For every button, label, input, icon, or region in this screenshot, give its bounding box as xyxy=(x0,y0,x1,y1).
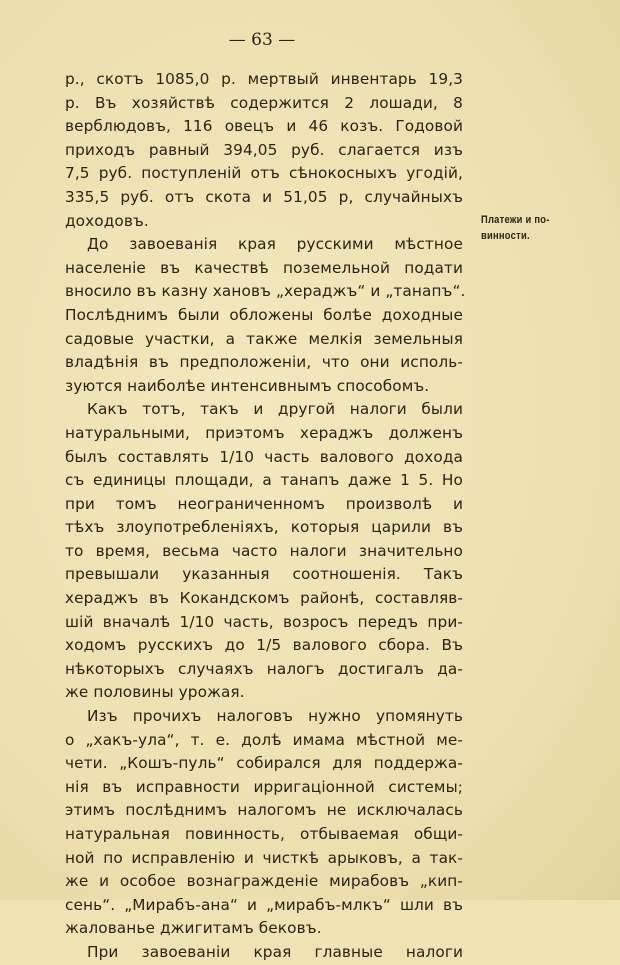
text-line: верблюдовъ, 116 овецъ и 46 козъ. Годовой xyxy=(65,117,463,136)
text-line: До завоеванія края русскими мѣстное xyxy=(87,235,463,254)
text-line: 7,5 руб. поступленій отъ сѣнокосныхъ угодій, xyxy=(65,164,463,183)
text-line: превышали указанныя соотношенія. Такъ xyxy=(65,565,463,584)
text-line: При завоеваніи края главные налоги xyxy=(87,942,463,961)
text-line: населеніе въ качествѣ поземельной подати xyxy=(65,258,463,277)
text-line: вносило въ казну хановъ „хераджъ“ и „танапъ“. xyxy=(65,282,466,301)
text-line: приходъ равный 394,05 руб. слагается изъ xyxy=(65,140,463,159)
text-line: съ единицы площади, а танапъ даже 1 5. Но xyxy=(65,471,463,490)
text-line: натуральная повинность, отбываемая общи- xyxy=(65,825,463,843)
text-line: сень“. „Мирабъ-ана“ и „мирабъ-млкъ“ шли въ xyxy=(65,895,463,914)
text-line: зуются наиболѣе интенсивнымъ способомъ. xyxy=(65,376,430,395)
text-line: владѣнія въ предположеніи, что они исполь- xyxy=(65,353,463,372)
text-line: р. Въ хозяйствѣ содержится 2 лошади, 8 xyxy=(65,93,463,112)
text-line: же и особое вознагражденіе мирабовъ „кип- xyxy=(65,872,463,891)
text-line: ходомъ русскихъ до 1/5 валового сбора. Въ xyxy=(65,636,463,655)
text-line: былъ составлять 1/10 часть валового дохода xyxy=(65,447,463,466)
text-line: при томъ неограниченномъ произволѣ и xyxy=(65,494,463,513)
body-text xyxy=(65,68,466,965)
text-line: чети. „Кошъ-пуль“ собирался для поддержа- xyxy=(65,754,463,773)
text-line: Какъ тотъ, такъ и другой налоги были xyxy=(87,400,463,419)
text-line: ной по исправленію и чисткѣ арыковъ, а так- xyxy=(65,848,463,867)
text-line: Изъ прочихъ налоговъ нужно упомянуть xyxy=(87,707,463,726)
text-line: этимъ послѣднимъ налогомъ не исключалась xyxy=(65,801,463,820)
text-line: нѣкоторыхъ случаяхъ налогъ достигалъ да- xyxy=(65,659,463,678)
text-line: садовые участки, а также мелкія земельныя xyxy=(65,329,463,348)
text-line: жалованье джигитамъ бековъ. xyxy=(65,919,322,938)
text-line: доходовъ. xyxy=(65,211,149,230)
text-line: то время, весьма часто налоги значительно xyxy=(65,541,463,560)
text-line: натуральными, приэтомъ хераджъ долженъ xyxy=(65,423,463,442)
margin-note-line: винности. xyxy=(481,230,530,242)
text-line: 335,5 руб. отъ скота и 51,05 р, случайныхъ xyxy=(65,187,463,206)
text-line: Послѣднимъ были обложены болѣе доходные xyxy=(65,305,463,324)
page-number: — 63 — xyxy=(228,30,296,50)
margin-note xyxy=(481,212,566,244)
text-line: о „хакъ-ула“, т. е. долѣ имама мѣстной ме- xyxy=(65,730,463,749)
margin-note-line: Платежи и по- xyxy=(481,214,550,226)
text-line: тѣхъ злоупотребленіяхъ, которыя царили въ xyxy=(65,518,463,537)
text-line: нія въ исправности ирригаціонной системы; xyxy=(65,777,463,796)
text-line: же половины урожая. xyxy=(65,683,245,702)
text-line: шій вначалѣ 1/10 часть, возросъ передъ при- xyxy=(65,612,463,631)
text-line: р., скотъ 1085,0 р. мертвый инвентарь 19,3 xyxy=(65,70,463,88)
text-line: хераджъ въ Кокандскомъ районѣ, составляв- xyxy=(65,589,463,608)
